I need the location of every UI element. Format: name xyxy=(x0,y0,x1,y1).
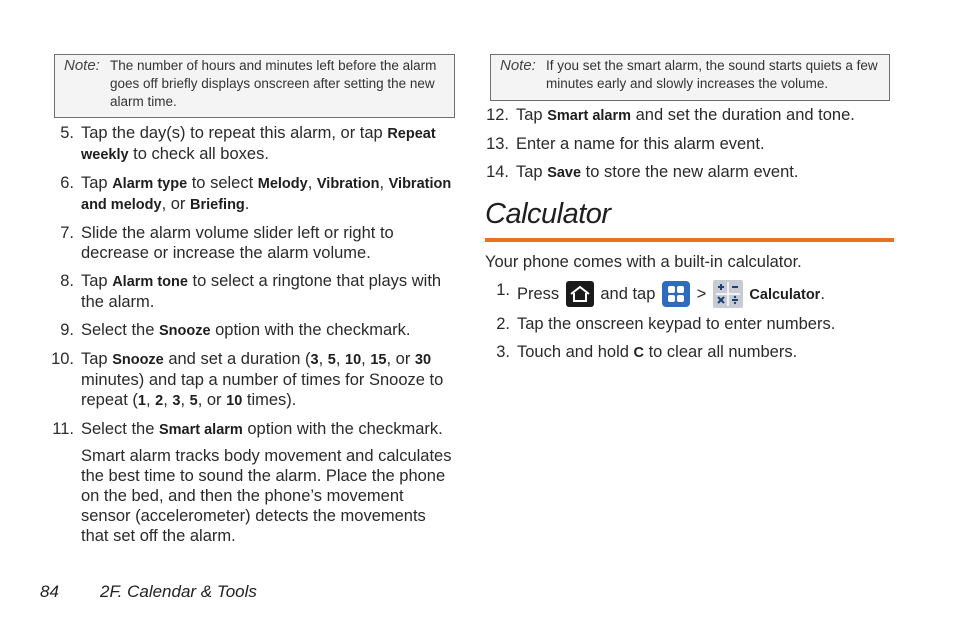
list-item: 12. Tap Smart alarm and set the duration and tone. xyxy=(486,106,855,124)
list-item: 7. Slide the alarm volume slider left or right to decrease or increase the alarm volume. xyxy=(60,224,394,262)
left-column xyxy=(51,123,457,546)
title-rule xyxy=(485,238,894,242)
list-item: 14. Tap Save to store the new alarm event. xyxy=(486,163,799,181)
note-text: The number of hours and minutes left before the alarm goes off briefly displays onscreen after setting the new alarm time. xyxy=(110,58,437,109)
list-item: 9. Select the Snooze option with the checkmark. xyxy=(60,321,411,339)
calculator-section xyxy=(485,252,894,371)
right-note xyxy=(490,54,890,101)
section-name: 2F. Calendar & Tools xyxy=(100,582,257,601)
list-item: 10. Tap Snooze and set a duration (3, 5, 10, 15, or 30 minutes) and tap a number of times for Snooze to repeat (1, 2, 3, 5, or 10 times). xyxy=(51,350,444,409)
list-item: 3. Touch and hold C to clear all numbers. xyxy=(496,343,798,361)
apps-grid-icon xyxy=(662,281,690,307)
home-icon xyxy=(566,281,594,307)
list-item: 2. Tap the onscreen keypad to enter numbers. xyxy=(496,315,836,333)
page-number: 84 xyxy=(40,582,59,601)
list-item: 11. Select the Smart alarm option with the checkmark. xyxy=(52,420,443,438)
note-label: Note: xyxy=(500,57,536,74)
note-label: Note: xyxy=(64,57,100,74)
right-column xyxy=(486,105,894,191)
list-item: 5. Tap the day(s) to repeat this alarm, or tap Repeat weekly to check all boxes. xyxy=(60,124,436,163)
list-item: 6. Tap Alarm type to select Melody, Vibration, Vibration and melody, or Briefing. xyxy=(60,174,452,213)
list-item: 8. Tap Alarm tone to select a ringtone that plays with the alarm. xyxy=(60,272,442,311)
list-item: 13. Enter a name for this alarm event. xyxy=(486,135,765,153)
note-text: If you set the smart alarm, the sound starts quiets a few minutes early and slowly increases the volume. xyxy=(546,58,878,91)
section-title: Calculator xyxy=(485,198,611,230)
calculator-icon xyxy=(713,280,743,308)
left-note xyxy=(54,54,455,118)
smart-alarm-paragraph: Smart alarm tracks body movement and calculates the best time to sound the alarm. Place the phone on the bed, and then the phone’s movement sensor (accelerometer) detects the movements that set off the alarm. xyxy=(81,447,452,545)
calculator-intro: Your phone comes with a built-in calculator. xyxy=(485,253,802,271)
list-item: 1. Press and tap > Calculator. xyxy=(485,280,894,308)
